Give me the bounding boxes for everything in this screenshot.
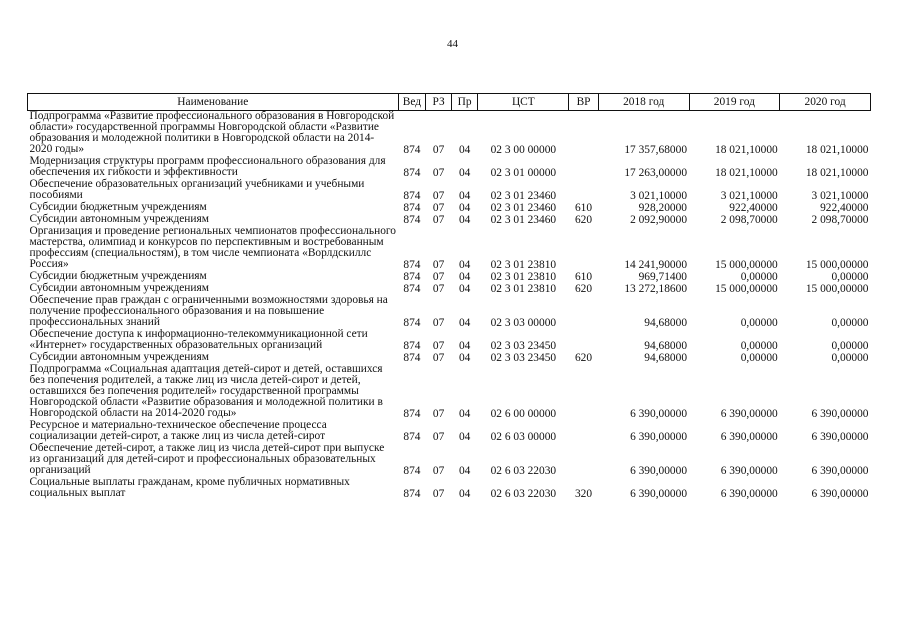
table-cell-rz: 07	[432, 488, 445, 500]
table-cell-2019: 6 390,00000	[720, 408, 778, 420]
table-cell-cst: 02 3 00 00000	[490, 144, 557, 156]
table-cell-pr: 04	[458, 488, 471, 500]
table-cell-2018: 17 357,68000	[624, 144, 688, 156]
table-cell-ved: 874	[403, 431, 421, 443]
table-cell-vr: 610	[574, 271, 593, 283]
table-cell-2020: 3 021,10000	[811, 190, 869, 202]
table-cell-name: Субсидии автономным учреждениям	[29, 351, 209, 363]
table-cell-ved: 874	[403, 317, 421, 329]
table-cell-vr	[569, 420, 599, 443]
table-cell-rz: 07	[432, 283, 445, 295]
table-cell-rz: 07	[432, 465, 445, 477]
table-cell-name: Подпрограмма «Социальная адаптация детей-сирот и детей, оставшихся без попечения родителей, а также лиц из числа детей-сирот и детей, оставшихся без попечения родителей» государственной программы Новгородской области «Развитие образования и молодежной политики в Новгородской области на 2014-2020 годы»	[29, 363, 383, 419]
table-cell-name: Обеспечение прав граждан с ограниченными возможностями здоровья на получение профессионального образования и на повышение профессиональных знаний	[29, 294, 388, 328]
table-cell-2018: 2 092,90000	[630, 214, 688, 226]
table-cell-pr: 04	[458, 408, 471, 420]
table-cell-pr: 04	[458, 202, 471, 214]
page-number: 44	[447, 38, 458, 50]
header-rz: РЗ	[426, 94, 452, 111]
table-row	[28, 226, 871, 271]
table-row	[28, 364, 871, 420]
table-row	[28, 329, 871, 352]
table-cell-pr: 04	[458, 190, 471, 202]
table-cell-name: Организация и проведение региональных чемпионатов профессионального мастерства, олимпиад и конкурсов по перспективным и востребованным профессиям (специальностям), в том числе чемпионата «Ворлдскиллс Россия»	[29, 225, 397, 270]
table-cell-pr: 04	[458, 431, 471, 443]
table-cell-2019: 15 000,00000	[715, 283, 778, 295]
table-cell-vr	[569, 364, 599, 420]
table-cell-2018: 94,68000	[644, 317, 688, 329]
table-cell-cst: 02 6 03 00000	[490, 431, 557, 443]
table-cell-cst: 02 3 01 23460	[490, 190, 557, 202]
table-row	[28, 156, 871, 179]
table-cell-2020: 15 000,00000	[805, 259, 869, 271]
table-cell-2018: 94,68000	[644, 352, 688, 364]
table-cell-2018: 6 390,00000	[630, 465, 688, 477]
table-cell-rz: 07	[432, 214, 445, 226]
table-cell-2018: 6 390,00000	[630, 488, 688, 500]
table-cell-cst: 02 3 01 23810	[490, 271, 557, 283]
table-cell-cst: 02 6 03 22030	[490, 465, 557, 477]
table-cell-pr: 04	[458, 144, 471, 156]
table-cell-vr	[569, 329, 599, 352]
table-row	[28, 179, 871, 202]
table-cell-ved: 874	[403, 214, 421, 226]
table-cell-2018: 94,68000	[644, 340, 688, 352]
table-cell-name: Субсидии автономным учреждениям	[29, 213, 209, 225]
table-cell-2018: 3 021,10000	[630, 190, 688, 202]
table-cell-name: Социальные выплаты гражданам, кроме публичных нормативных социальных выплат	[29, 476, 350, 499]
table-cell-rz: 07	[432, 340, 445, 352]
table-cell-cst: 02 3 03 23450	[490, 352, 557, 364]
table-row	[28, 477, 871, 500]
table-cell-rz: 07	[432, 190, 445, 202]
table-cell-2019: 0,00000	[740, 271, 778, 283]
table-cell-2020: 6 390,00000	[811, 408, 869, 420]
table-cell-2020: 2 098,70000	[811, 214, 869, 226]
table-cell-2020: 15 000,00000	[805, 283, 869, 295]
table-cell-2018: 17 263,00000	[624, 167, 688, 179]
table-cell-pr: 04	[458, 271, 471, 283]
table-cell-pr: 04	[458, 283, 471, 295]
table-cell-2019: 0,00000	[740, 340, 778, 352]
table-cell-ved: 874	[403, 167, 421, 179]
table-row	[28, 420, 871, 443]
table-cell-2018: 6 390,00000	[630, 431, 688, 443]
table-cell-vr	[569, 443, 599, 477]
header-2018: 2018 год	[598, 94, 689, 111]
table-cell-2020: 6 390,00000	[811, 465, 869, 477]
table-cell-cst: 02 3 01 23810	[490, 259, 557, 271]
table-cell-ved: 874	[403, 408, 421, 420]
table-cell-ved: 874	[403, 259, 421, 271]
table-cell-2020: 0,00000	[831, 340, 869, 352]
table-cell-cst: 02 6 03 22030	[490, 488, 557, 500]
table-cell-name: Ресурсное и материально-техническое обеспечение процесса социализации детей-сирот, а также лиц из числа детей-сирот	[29, 419, 327, 442]
table-cell-2020: 6 390,00000	[811, 488, 869, 500]
table-cell-2018: 969,71400	[638, 271, 688, 283]
table-cell-2018: 6 390,00000	[630, 408, 688, 420]
table-cell-rz: 07	[432, 144, 445, 156]
table-row	[28, 111, 871, 157]
table-cell-2019: 6 390,00000	[720, 488, 778, 500]
table-cell-vr	[569, 179, 599, 202]
table-cell-vr	[569, 295, 599, 329]
table-cell-2018: 14 241,90000	[624, 259, 688, 271]
table-cell-ved: 874	[403, 190, 421, 202]
table-cell-ved: 874	[403, 488, 421, 500]
table-cell-ved: 874	[403, 283, 421, 295]
table-cell-2020: 18 021,10000	[805, 144, 869, 156]
header-2020: 2020 год	[780, 94, 871, 111]
table-cell-rz: 07	[432, 271, 445, 283]
table-cell-cst: 02 3 01 23460	[490, 214, 557, 226]
table-cell-2020: 18 021,10000	[805, 167, 869, 179]
table-cell-2019: 922,40000	[729, 202, 778, 214]
table-cell-vr: 320	[574, 488, 593, 500]
table-cell-ved: 874	[403, 271, 421, 283]
table-cell-name: Субсидии бюджетным учреждениям	[29, 201, 207, 213]
table-row	[28, 295, 871, 329]
table-cell-pr: 04	[458, 352, 471, 364]
table-cell-vr: 620	[574, 214, 593, 226]
table-cell-pr: 04	[458, 317, 471, 329]
budget-table	[27, 93, 871, 500]
table-cell-vr: 620	[574, 283, 593, 295]
table-cell-2019: 18 021,10000	[715, 167, 778, 179]
table-cell-2018: 928,20000	[638, 202, 688, 214]
table-cell-rz: 07	[432, 259, 445, 271]
table-cell-name: Субсидии бюджетным учреждениям	[29, 270, 207, 282]
table-cell-2020: 0,00000	[831, 352, 869, 364]
table-cell-ved: 874	[403, 352, 421, 364]
table-cell-2020: 0,00000	[831, 317, 869, 329]
table-cell-cst: 02 3 03 23450	[490, 340, 557, 352]
table-cell-2019: 6 390,00000	[720, 431, 778, 443]
table-cell-cst: 02 3 01 23810	[490, 283, 557, 295]
table-cell-rz: 07	[432, 431, 445, 443]
table-cell-2019: 0,00000	[740, 352, 778, 364]
table-cell-cst: 02 3 01 00000	[490, 167, 557, 179]
header-ved: Вед	[398, 94, 426, 111]
header-2019: 2019 год	[689, 94, 780, 111]
table-row	[28, 443, 871, 477]
table-cell-2020: 922,40000	[820, 202, 869, 214]
table-cell-pr: 04	[458, 167, 471, 179]
table-cell-2020: 0,00000	[831, 271, 869, 283]
table-cell-2018: 13 272,18600	[624, 283, 688, 295]
table-cell-2019: 18 021,10000	[715, 144, 778, 156]
header-name: Наименование	[28, 94, 399, 111]
table-cell-2019: 0,00000	[740, 317, 778, 329]
table-cell-rz: 07	[432, 317, 445, 329]
table-cell-cst: 02 6 00 00000	[490, 408, 557, 420]
table-cell-2019: 15 000,00000	[715, 259, 778, 271]
table-cell-2019: 3 021,10000	[720, 190, 778, 202]
table-cell-vr	[569, 226, 599, 271]
table-cell-vr	[569, 111, 599, 157]
table-cell-rz: 07	[432, 352, 445, 364]
table-cell-vr	[569, 156, 599, 179]
table-cell-2019: 2 098,70000	[720, 214, 778, 226]
table-cell-ved: 874	[403, 202, 421, 214]
table-cell-2020: 6 390,00000	[811, 431, 869, 443]
table-cell-name: Обеспечение доступа к информационно-телекоммуникационной сети «Интернет» государственных образовательных организаций	[29, 328, 368, 351]
table-cell-pr: 04	[458, 214, 471, 226]
table-cell-name: Подпрограмма «Развитие профессионального образования в Новгородской области» государственной программы Новгородской области «Развитие образования и молодежной политики в Новгородской области на 2014-2020 годы»	[29, 110, 395, 155]
table-cell-ved: 874	[403, 144, 421, 156]
header-pr: Пр	[451, 94, 478, 111]
table-cell-vr: 620	[574, 352, 593, 364]
table-cell-pr: 04	[458, 259, 471, 271]
table-cell-pr: 04	[458, 465, 471, 477]
table-cell-vr: 610	[574, 202, 593, 214]
table-cell-2019: 6 390,00000	[720, 465, 778, 477]
table-header-row	[28, 94, 871, 111]
table-cell-name: Обеспечение детей-сирот, а также лиц из числа детей-сирот при выпуске из организаций для детей-сирот и профессиональных образовательных организаций	[29, 442, 385, 476]
header-cst: ЦСТ	[478, 94, 569, 111]
table-cell-cst: 02 3 03 00000	[490, 317, 557, 329]
table-cell-pr: 04	[458, 340, 471, 352]
header-vr: ВР	[569, 94, 599, 111]
table-cell-name: Обеспечение образовательных организаций учебниками и учебными пособиями	[29, 178, 365, 201]
table-cell-ved: 874	[403, 340, 421, 352]
table-cell-name: Модернизация структуры программ профессионального образования для обеспечения их гибкости и эффективности	[29, 155, 386, 178]
table-cell-name: Субсидии автономным учреждениям	[29, 282, 209, 294]
table-cell-ved: 874	[403, 465, 421, 477]
table-cell-rz: 07	[432, 167, 445, 179]
table-cell-rz: 07	[432, 202, 445, 214]
table-cell-rz: 07	[432, 408, 445, 420]
table-cell-cst: 02 3 01 23460	[490, 202, 557, 214]
